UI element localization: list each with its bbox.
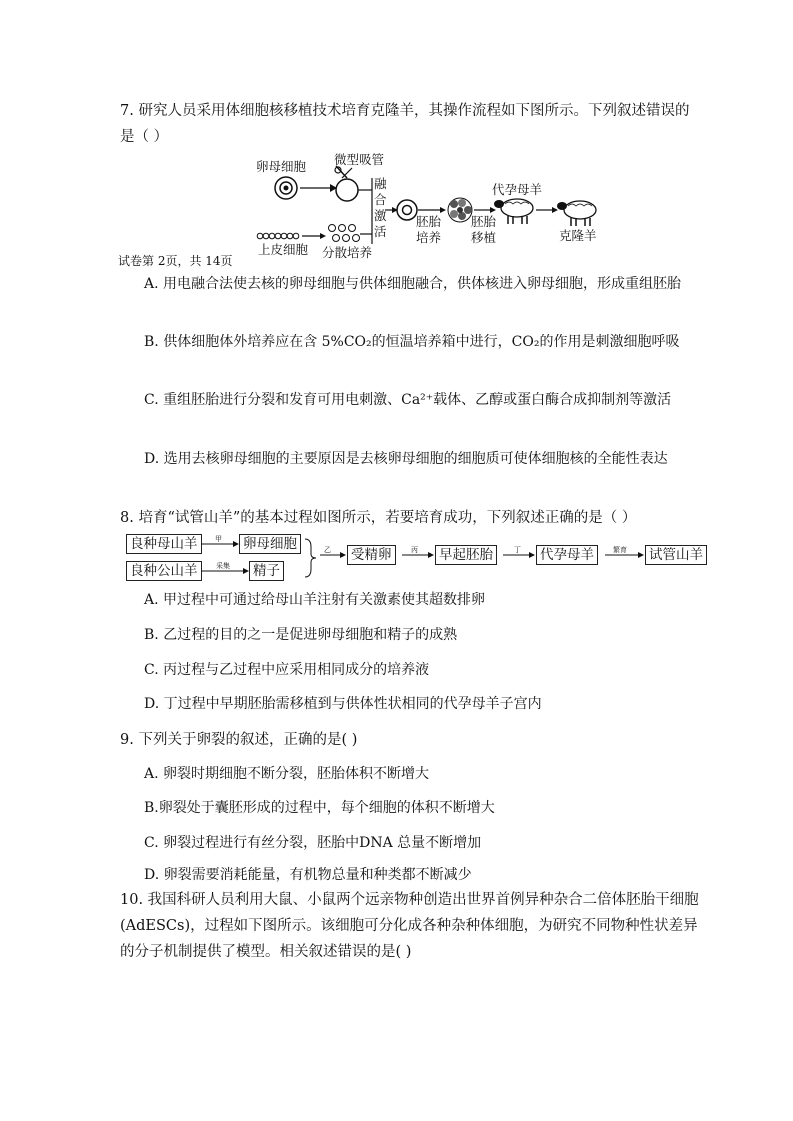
box-zygote: 受精卵 [347,545,396,565]
label-yi: 乙 [324,546,331,554]
page-footer: 试卷第 2页，共 14页 [118,254,233,268]
q8-option-c: C. 丙过程与乙过程中应采用相同成分的培养液 [144,662,430,678]
surrogate-sheep-icon [494,199,533,224]
label-embryo-culture: 胚胎培养 [416,214,442,245]
box-test-tube-goat: 试管山羊 [645,545,707,565]
box-surrogate: 代孕母羊 [536,545,598,565]
enucleated-oocyte [336,179,358,201]
label-epithelial: 上皮细胞 [258,242,309,257]
q7-option-b: B. 供体细胞体外培养应在含 5%CO₂的恒温培养箱中进行，CO₂的作用是刺激细胞呼吸 [144,334,680,350]
label-pipette: 微型吸管 [334,152,385,167]
q10-stem: 10. 我国科研人员利用大鼠、小鼠两个远亲物种创造出世界首例异种杂合二倍体胚胎干细胞(AdESCs)，过程如下图所示。该细胞可分化成各种杂种体细胞，为研究不同物种性状差异的分子机制提供了模型。相关叙述错误的是( ) [120,892,699,960]
q9-option-b: B.卵裂处于囊胚形成的过程中，每个细胞的体积不断增大 [144,800,495,816]
q8-option-b: B. 乙过程的目的之一是促进卵母细胞和精子的成熟 [144,627,458,643]
dispersed-cells [329,225,360,242]
q7-stem: 7. 研究人员采用体细胞核移植技术培育克隆羊，其操作流程如下图所示。下列叙述错误的是（ ） [120,103,690,145]
label-clone: 克隆羊 [559,228,597,243]
q8-option-d: D. 丁过程中早期胚胎需移植到与供体性状相同的代孕母羊子宫内 [144,696,542,712]
q9-option-a: A. 卵裂时期细胞不断分裂，胚胎体积不断增大 [144,766,430,782]
q8-arrows [120,530,650,585]
box-male-goat: 良种公山羊 [126,561,202,581]
q7-option-d: D. 选用去核卵母细胞的主要原因是去核卵母细胞的细胞质可使体细胞核的全能性表达 [144,451,668,467]
box-early-embryo: 早起胚胎 [435,545,497,565]
q7-option-a: A. 用电融合法使去核的卵母细胞与供体细胞融合，供体核进入卵母细胞，形成重组胚胎 [144,276,682,292]
q7-option-c: C. 重组胚胎进行分裂和发育可用电刺激、Ca²⁺载体、乙醇或蛋白酶合成抑制剂等激活 [144,392,672,408]
label-embryo-transfer: 胚胎移植 [471,214,497,245]
q9-stem: 9. 下列关于卵裂的叙述，正确的是( ) [120,732,358,748]
early-embryo-icon [448,198,472,222]
label-collect: 采集 [216,562,230,570]
box-female-goat: 良种母山羊 [126,534,202,554]
reconstructed-embryo [397,200,417,220]
q8-stem: 8. 培育“试管山羊”的基本过程如图所示，若要培育成功，下列叙述正确的是（ ） [120,510,637,526]
q9-option-d: D. 卵裂需要消耗能量，有机物总量和种类都不断减少 [144,867,472,883]
label-breed: 繁育 [613,546,627,554]
q8-option-a: A. 甲过程中可通过给母山羊注射有关激素使其超数排卵 [144,592,486,608]
box-sperm: 精子 [249,561,284,581]
label-ding: 丁 [514,546,521,554]
box-oocyte: 卵母细胞 [239,534,301,554]
label-jia: 甲 [215,535,222,543]
label-bing: 丙 [411,546,418,554]
label-oocyte: 卵母细胞 [256,159,307,174]
label-disperse: 分散培养 [322,245,373,260]
label-surrogate: 代孕母羊 [492,182,543,197]
epithelial-cells [257,233,299,239]
q9-option-c: C. 卵裂过程进行有丝分裂，胚胎中DNA 总量不断增加 [144,835,482,851]
label-fuse-activate: 融合激活 [374,176,387,239]
cloned-sheep-icon [557,201,596,226]
